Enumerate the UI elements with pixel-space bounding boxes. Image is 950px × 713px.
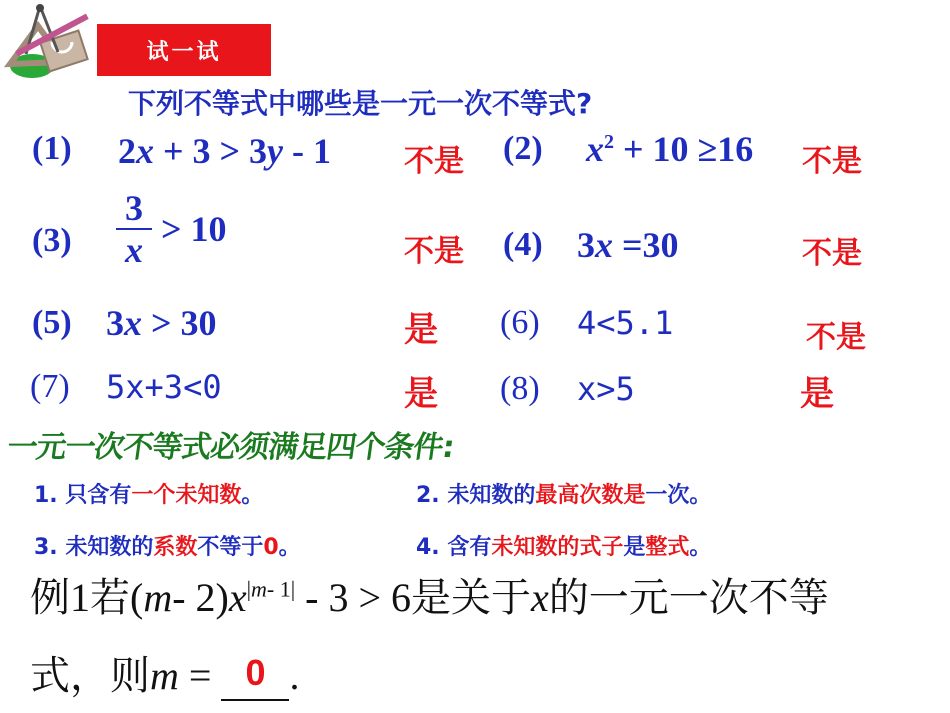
condition-3: 3. 未知数的系数不等于0。 xyxy=(34,535,301,560)
item-1-expression: 2x + 3 > 3y - 1 xyxy=(118,131,332,171)
condition-4-highlight-2: 整式 xyxy=(645,535,690,560)
item-2-expression: $x^2 + 10 \ge 16$ xyxy=(586,129,754,169)
item-4-answer: 不是 xyxy=(802,236,862,271)
item-5-answer: 是 xyxy=(404,310,438,350)
example-answer: 0 xyxy=(245,652,266,693)
item-7-answer: 是 xyxy=(404,374,438,414)
condition-2-highlight-2: 一次 xyxy=(645,483,690,508)
item-5-expression: 3x > 30 xyxy=(106,303,217,343)
item-3-answer: 不是 xyxy=(404,234,464,269)
condition-1-text: 1. 只含有 xyxy=(34,483,132,508)
item-6-number: (6) xyxy=(500,304,540,341)
condition-4-highlight: 未知数的式子 xyxy=(491,535,624,560)
item-3-expression: $\frac{3}{x}$ > 10 xyxy=(116,188,227,270)
condition-1-highlight: 一个未知数 xyxy=(131,483,242,508)
condition-4-text: 4. 含有 xyxy=(416,535,492,560)
condition-4: 4. 含有未知数的式子是整式。 xyxy=(416,535,712,560)
item-6-expression: 4<5.1 xyxy=(577,304,674,342)
example-line-2: 式，则m = 0 . xyxy=(30,644,299,701)
condition-2: 2. 未知数的最高次数是一次。 xyxy=(416,483,712,508)
conditions-title: 一元一次不等式必须满足四个条件: xyxy=(5,430,456,465)
drafting-tools-icon xyxy=(4,2,104,82)
item-4-expression: 3x =30 xyxy=(577,225,679,265)
item-8-answer: 是 xyxy=(800,374,834,414)
item-4-number: (4) xyxy=(503,226,543,263)
question-title: 下列不等式中哪些是一元一次不等式? xyxy=(128,87,593,120)
condition-1: 1. 只含有一个未知数。 xyxy=(34,483,264,508)
item-8-expression: x>5 xyxy=(577,370,635,408)
condition-3-highlight-2: 0 xyxy=(263,535,279,560)
item-3-number: (3) xyxy=(32,222,72,259)
condition-2-highlight: 最高次数 xyxy=(535,483,624,508)
item-8-number: (8) xyxy=(500,370,540,407)
section-tag: 试一试 xyxy=(97,24,271,76)
item-5-number: (5) xyxy=(32,304,72,341)
example-lead: 例1若 xyxy=(30,575,130,620)
item-2-number: (2) xyxy=(503,130,543,167)
condition-3-highlight: 系数 xyxy=(153,535,198,560)
answer-blank[interactable] xyxy=(221,652,289,701)
item-7-number: (7) xyxy=(30,368,70,405)
item-7-expression: 5x+3<0 xyxy=(106,368,222,406)
condition-3-text: 3. 未知数的 xyxy=(34,535,154,560)
item-1-number: (1) xyxy=(32,130,72,167)
item-6-answer: 不是 xyxy=(806,320,866,355)
example-line-1: 例1若(m- $2)x^{|m- 1|} - 3 > 6$是关于x的一元一次不等 xyxy=(30,575,829,620)
item-2-answer: 不是 xyxy=(802,144,862,179)
item-1-answer: 不是 xyxy=(404,144,464,179)
condition-2-text: 2. 未知数的 xyxy=(416,483,536,508)
